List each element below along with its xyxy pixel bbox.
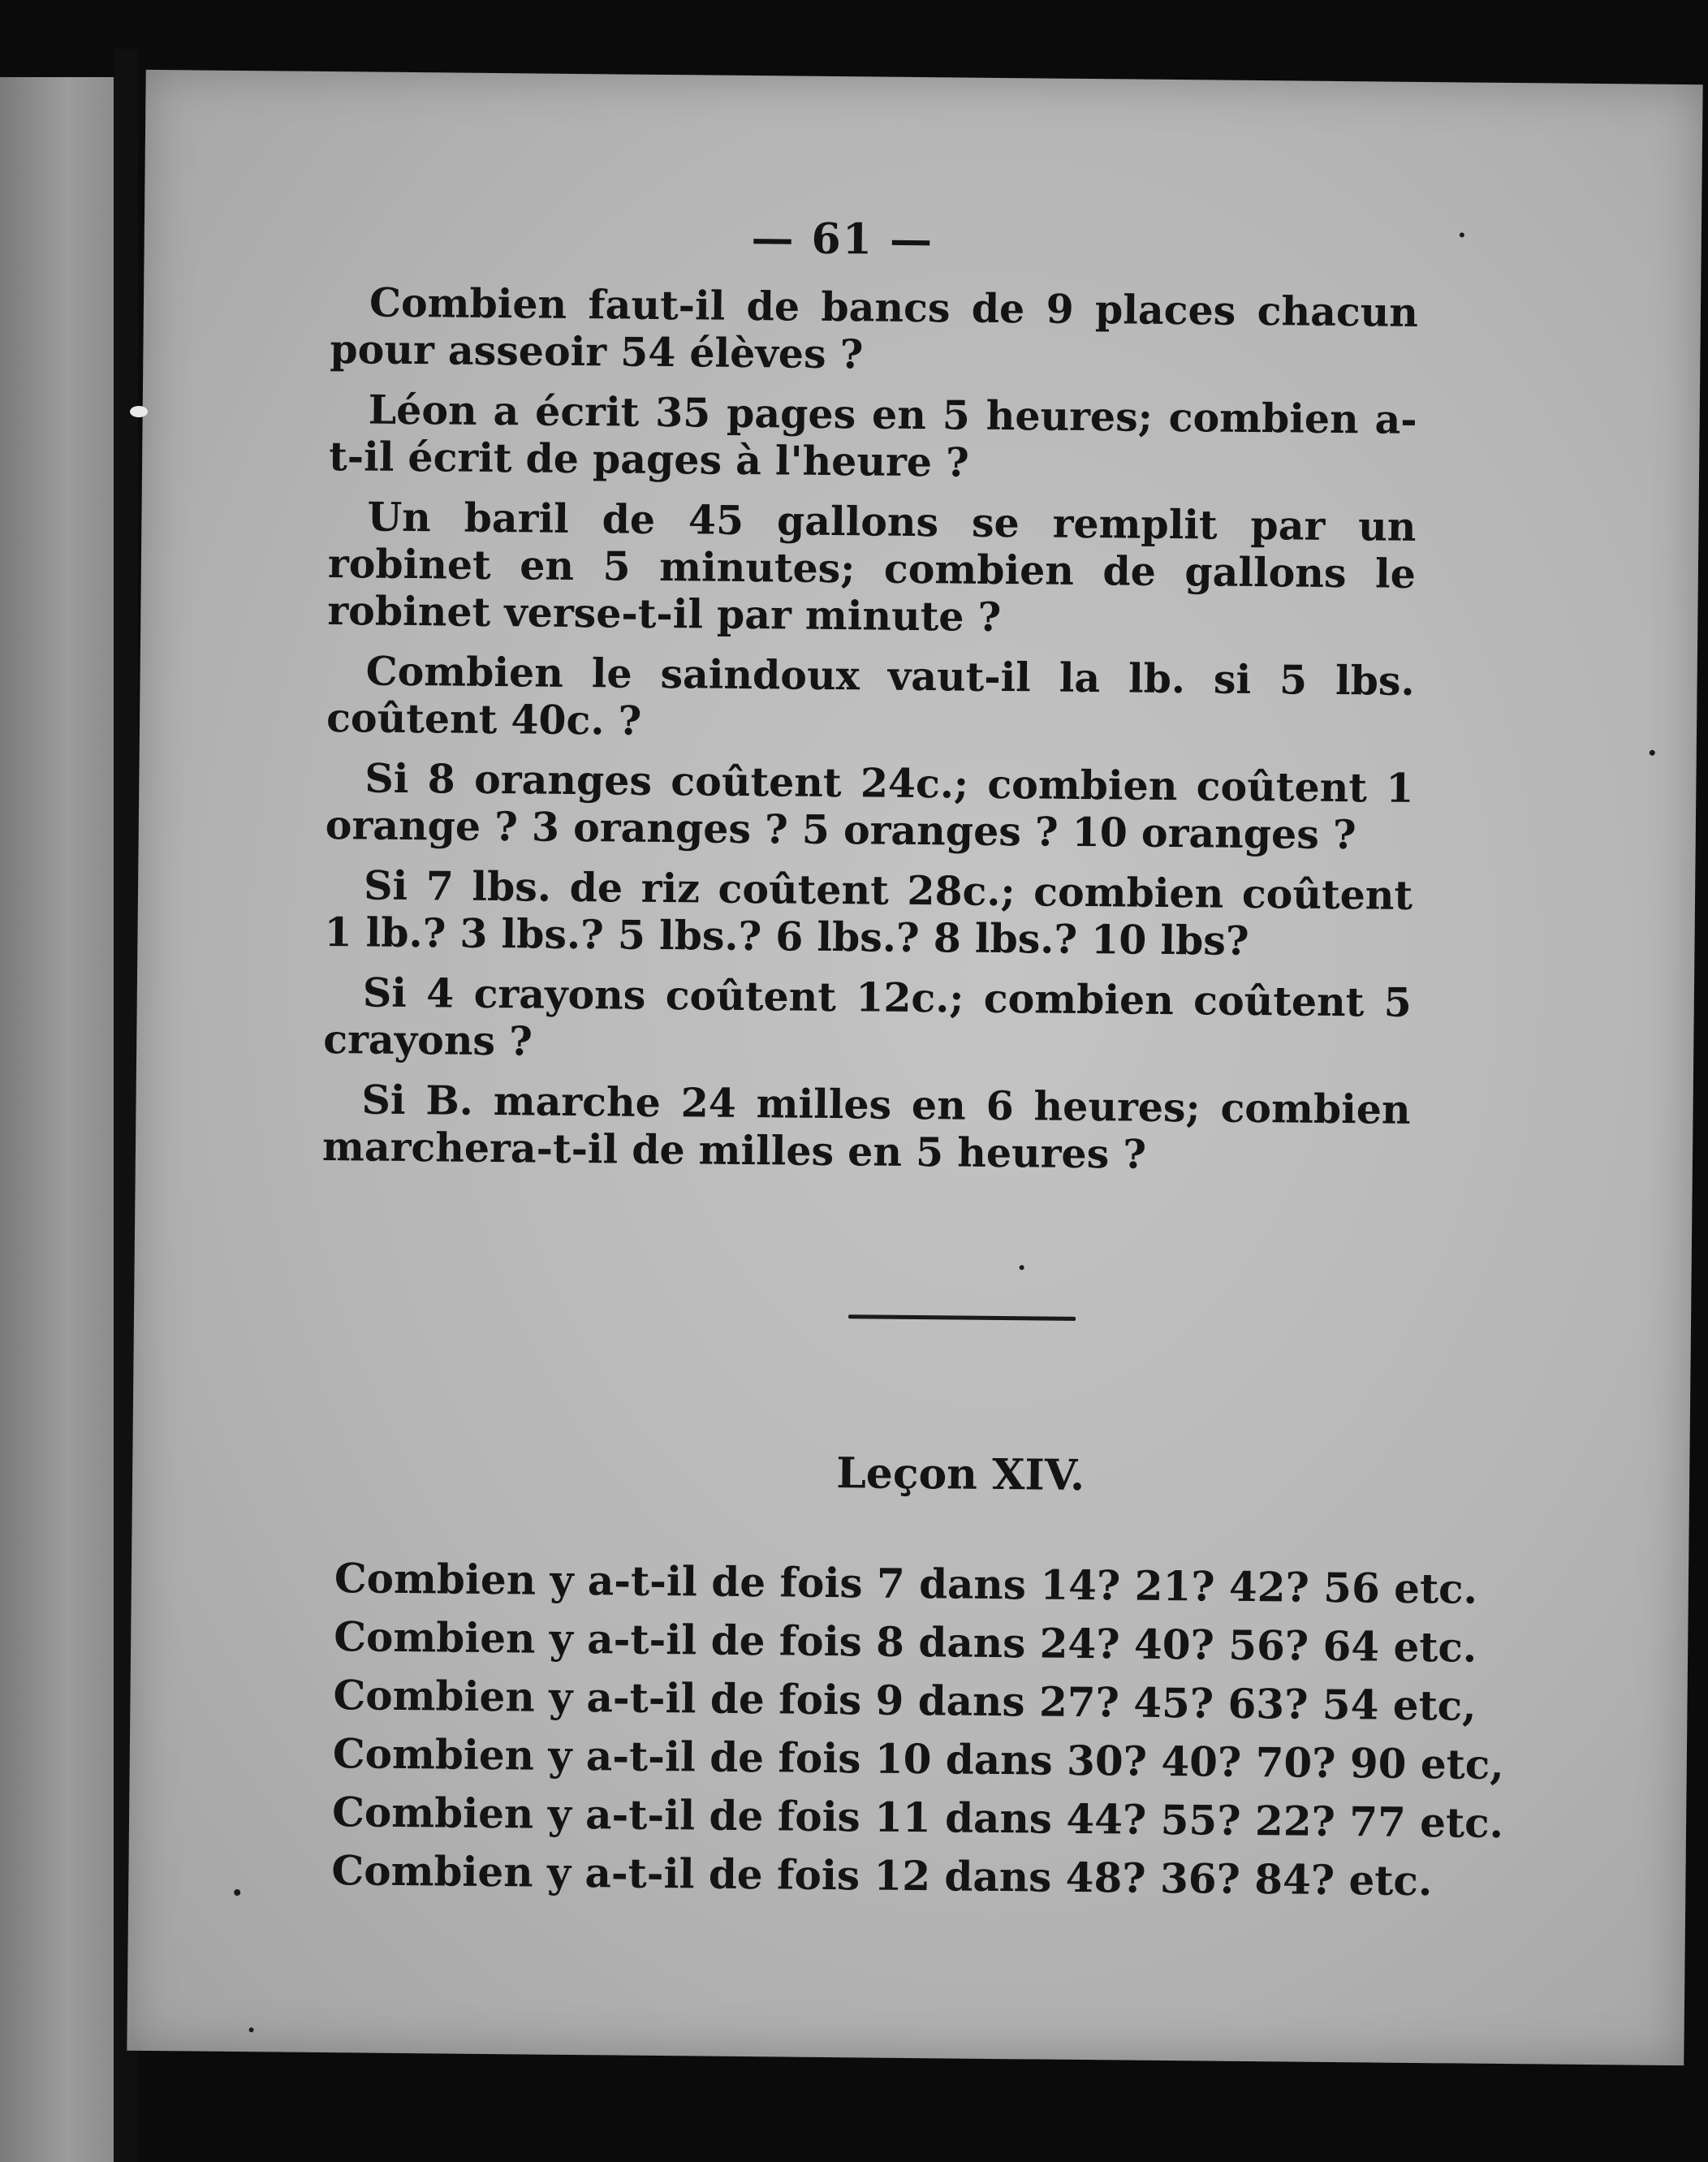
problem-paragraph: Léon a écrit 35 pages en 5 heures; combien a-t-il écrit de pages à l'heure ? (328, 386, 1417, 486)
page-content (321, 71, 1518, 1905)
lesson-question: Combien y a-t-il de fois 10 dans 30? 40? 70? 90 etc, (332, 1729, 1504, 1789)
problem-paragraph: Combien faut-il de bancs de 9 places chacun pour asseoir 54 élèves ? (330, 278, 1419, 378)
problem-paragraph: Combien le saindoux vaut-il la lb. si 5 lbs. coûtent 40c. ? (326, 647, 1415, 744)
problem-paragraph: Si B. marche 24 milles en 6 heures; combien marchera-t-il de milles en 5 heures ? (321, 1076, 1411, 1178)
section-divider (848, 1314, 1076, 1321)
lesson-question: Combien y a-t-il de fois 9 dans 27? 45? 63? 54 etc, (333, 1671, 1477, 1730)
paper-speck (234, 1889, 240, 1896)
problem-list (322, 278, 1419, 1193)
paper-speck (249, 2027, 254, 2032)
problem-paragraph: Si 8 oranges coûtent 24c.; combien coûtent 1 orange ? 3 oranges ? 5 oranges ? 10 oranges ? (325, 754, 1414, 859)
page-number: — 61 — (751, 214, 934, 265)
lesson-question: Combien y a-t-il de fois 12 dans 48? 36? 84? etc. (331, 1846, 1433, 1905)
lesson-question-list (331, 1549, 1520, 1911)
lesson-question: Combien y a-t-il de fois 8 dans 24? 40? 56? 64 etc. (333, 1612, 1477, 1672)
left-page-edge (0, 77, 122, 2162)
problem-paragraph: Si 7 lbs. de riz coûtent 28c.; combien coûtent 1 lb.? 3 lbs.? 5 lbs.? 6 lbs.? 8 lbs.? 10 lbs? (324, 861, 1413, 964)
paper-speck (1020, 1265, 1024, 1270)
lesson-question: Combien y a-t-il de fois 11 dans 44? 55? 22? 77 etc. (331, 1788, 1504, 1848)
paper-speck (1650, 750, 1655, 756)
problem-paragraph: Si 4 crayons coûtent 12c.; combien coûtent 5 crayons ? (323, 969, 1413, 1065)
paper-speck (130, 406, 148, 417)
lesson-heading: Leçon XIV. (835, 1448, 1085, 1501)
book-page (127, 70, 1702, 2065)
paper-speck (1460, 232, 1464, 237)
lesson-question: Combien y a-t-il de fois 7 dans 14? 21? 42? 56 etc. (334, 1554, 1478, 1613)
problem-paragraph: Un baril de 45 gallons se remplit par un robinet en 5 minutes; combien de gallons le robinet verse-t-il par minute ? (327, 493, 1417, 641)
